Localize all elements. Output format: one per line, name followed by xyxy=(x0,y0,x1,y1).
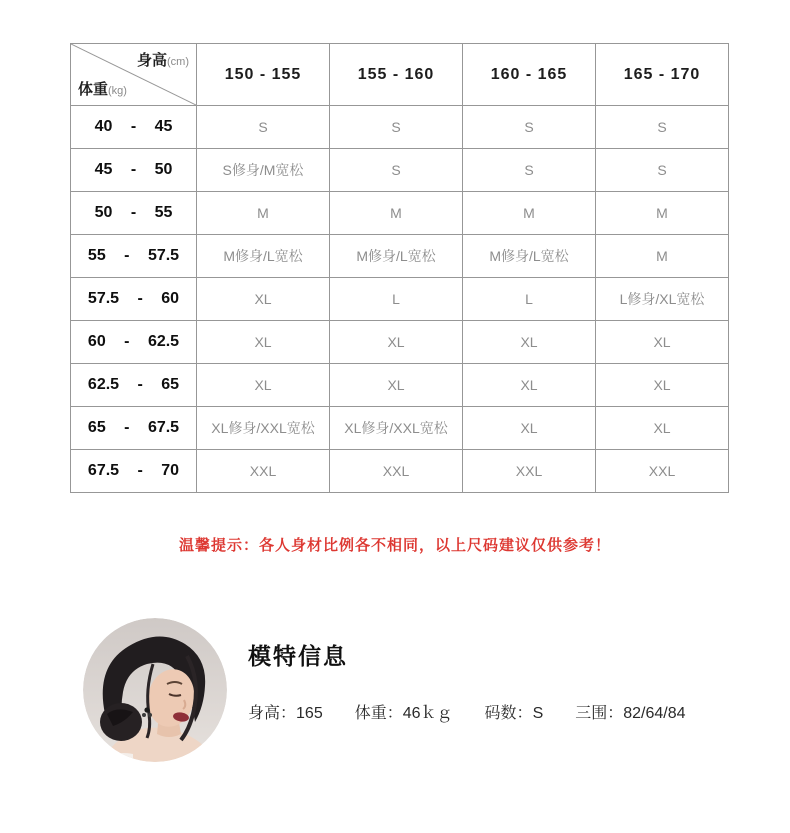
size-cell: L修身/XL宽松 xyxy=(596,278,729,321)
weight-range-label: 50 - 55 xyxy=(71,192,197,235)
size-cell: S xyxy=(463,106,596,149)
size-cell: M修身/L宽松 xyxy=(463,235,596,278)
size-cell: S xyxy=(197,106,330,149)
table-row xyxy=(71,149,729,192)
size-cell: XL修身/XXL宽松 xyxy=(197,407,330,450)
height-axis-label: 身高(cm) xyxy=(136,52,189,69)
size-cell: S修身/M宽松 xyxy=(197,149,330,192)
weight-range-label: 67.5 - 70 xyxy=(71,450,197,493)
model-weight-stat: 体重：46ｋｇ xyxy=(354,705,453,722)
size-cell: M修身/L宽松 xyxy=(197,235,330,278)
size-cell: XL xyxy=(197,321,330,364)
model-measurements-stat: 三围：82/64/84 xyxy=(575,705,686,722)
size-cell: M修身/L宽松 xyxy=(330,235,463,278)
size-cell: XXL xyxy=(463,450,596,493)
size-cell: XL xyxy=(463,321,596,364)
weight-range-label: 55 - 57.5 xyxy=(71,235,197,278)
size-cell: XL xyxy=(596,321,729,364)
size-cell: XXL xyxy=(596,450,729,493)
model-info-title: 模特信息 xyxy=(248,643,348,669)
size-cell: M xyxy=(330,192,463,235)
model-stats-row xyxy=(248,700,686,723)
size-cell: S xyxy=(596,149,729,192)
table-row xyxy=(71,364,729,407)
model-height-stat: 身高：165 xyxy=(248,705,323,722)
weight-range-label: 60 - 62.5 xyxy=(71,321,197,364)
size-cell: S xyxy=(463,149,596,192)
size-cell: M xyxy=(596,192,729,235)
height-column-header: 150 - 155 xyxy=(197,44,330,106)
size-cell: XL xyxy=(197,278,330,321)
weight-range-label: 65 - 67.5 xyxy=(71,407,197,450)
size-cell: XXL xyxy=(330,450,463,493)
size-cell: S xyxy=(596,106,729,149)
weight-axis-label: 体重(kg) xyxy=(78,81,127,98)
table-row xyxy=(71,235,729,278)
table-row xyxy=(71,321,729,364)
header-row xyxy=(71,44,729,106)
table-row xyxy=(71,192,729,235)
size-cell: XL修身/XXL宽松 xyxy=(330,407,463,450)
model-photo xyxy=(83,618,227,762)
size-cell: L xyxy=(330,278,463,321)
corner-header-cell xyxy=(71,44,197,106)
size-cell: XL xyxy=(330,321,463,364)
size-cell: XL xyxy=(197,364,330,407)
size-chart-table xyxy=(70,43,729,493)
size-cell: XL xyxy=(596,407,729,450)
size-cell: S xyxy=(330,106,463,149)
size-cell: M xyxy=(463,192,596,235)
size-cell: L xyxy=(463,278,596,321)
table-row xyxy=(71,106,729,149)
height-column-header: 160 - 165 xyxy=(463,44,596,106)
table-row xyxy=(71,278,729,321)
size-cell: M xyxy=(596,235,729,278)
size-cell: XXL xyxy=(197,450,330,493)
model-avatar xyxy=(83,618,227,762)
height-column-header: 155 - 160 xyxy=(330,44,463,106)
height-column-header: 165 - 170 xyxy=(596,44,729,106)
size-cell: XL xyxy=(330,364,463,407)
weight-range-label: 40 - 45 xyxy=(71,106,197,149)
size-cell: XL xyxy=(463,364,596,407)
model-size-stat: 码数：S xyxy=(484,705,544,722)
model-info-section xyxy=(83,618,686,762)
table-row xyxy=(71,407,729,450)
size-cell: XL xyxy=(596,364,729,407)
weight-range-label: 57.5 - 60 xyxy=(71,278,197,321)
size-cell: M xyxy=(197,192,330,235)
size-cell: XL xyxy=(463,407,596,450)
weight-range-label: 45 - 50 xyxy=(71,149,197,192)
size-cell: S xyxy=(330,149,463,192)
weight-range-label: 62.5 - 65 xyxy=(71,364,197,407)
size-notice-text: 温馨提示：各人身材比例各不相同，以上尺码建议仅供参考！ xyxy=(178,537,611,554)
table-row xyxy=(71,450,729,493)
